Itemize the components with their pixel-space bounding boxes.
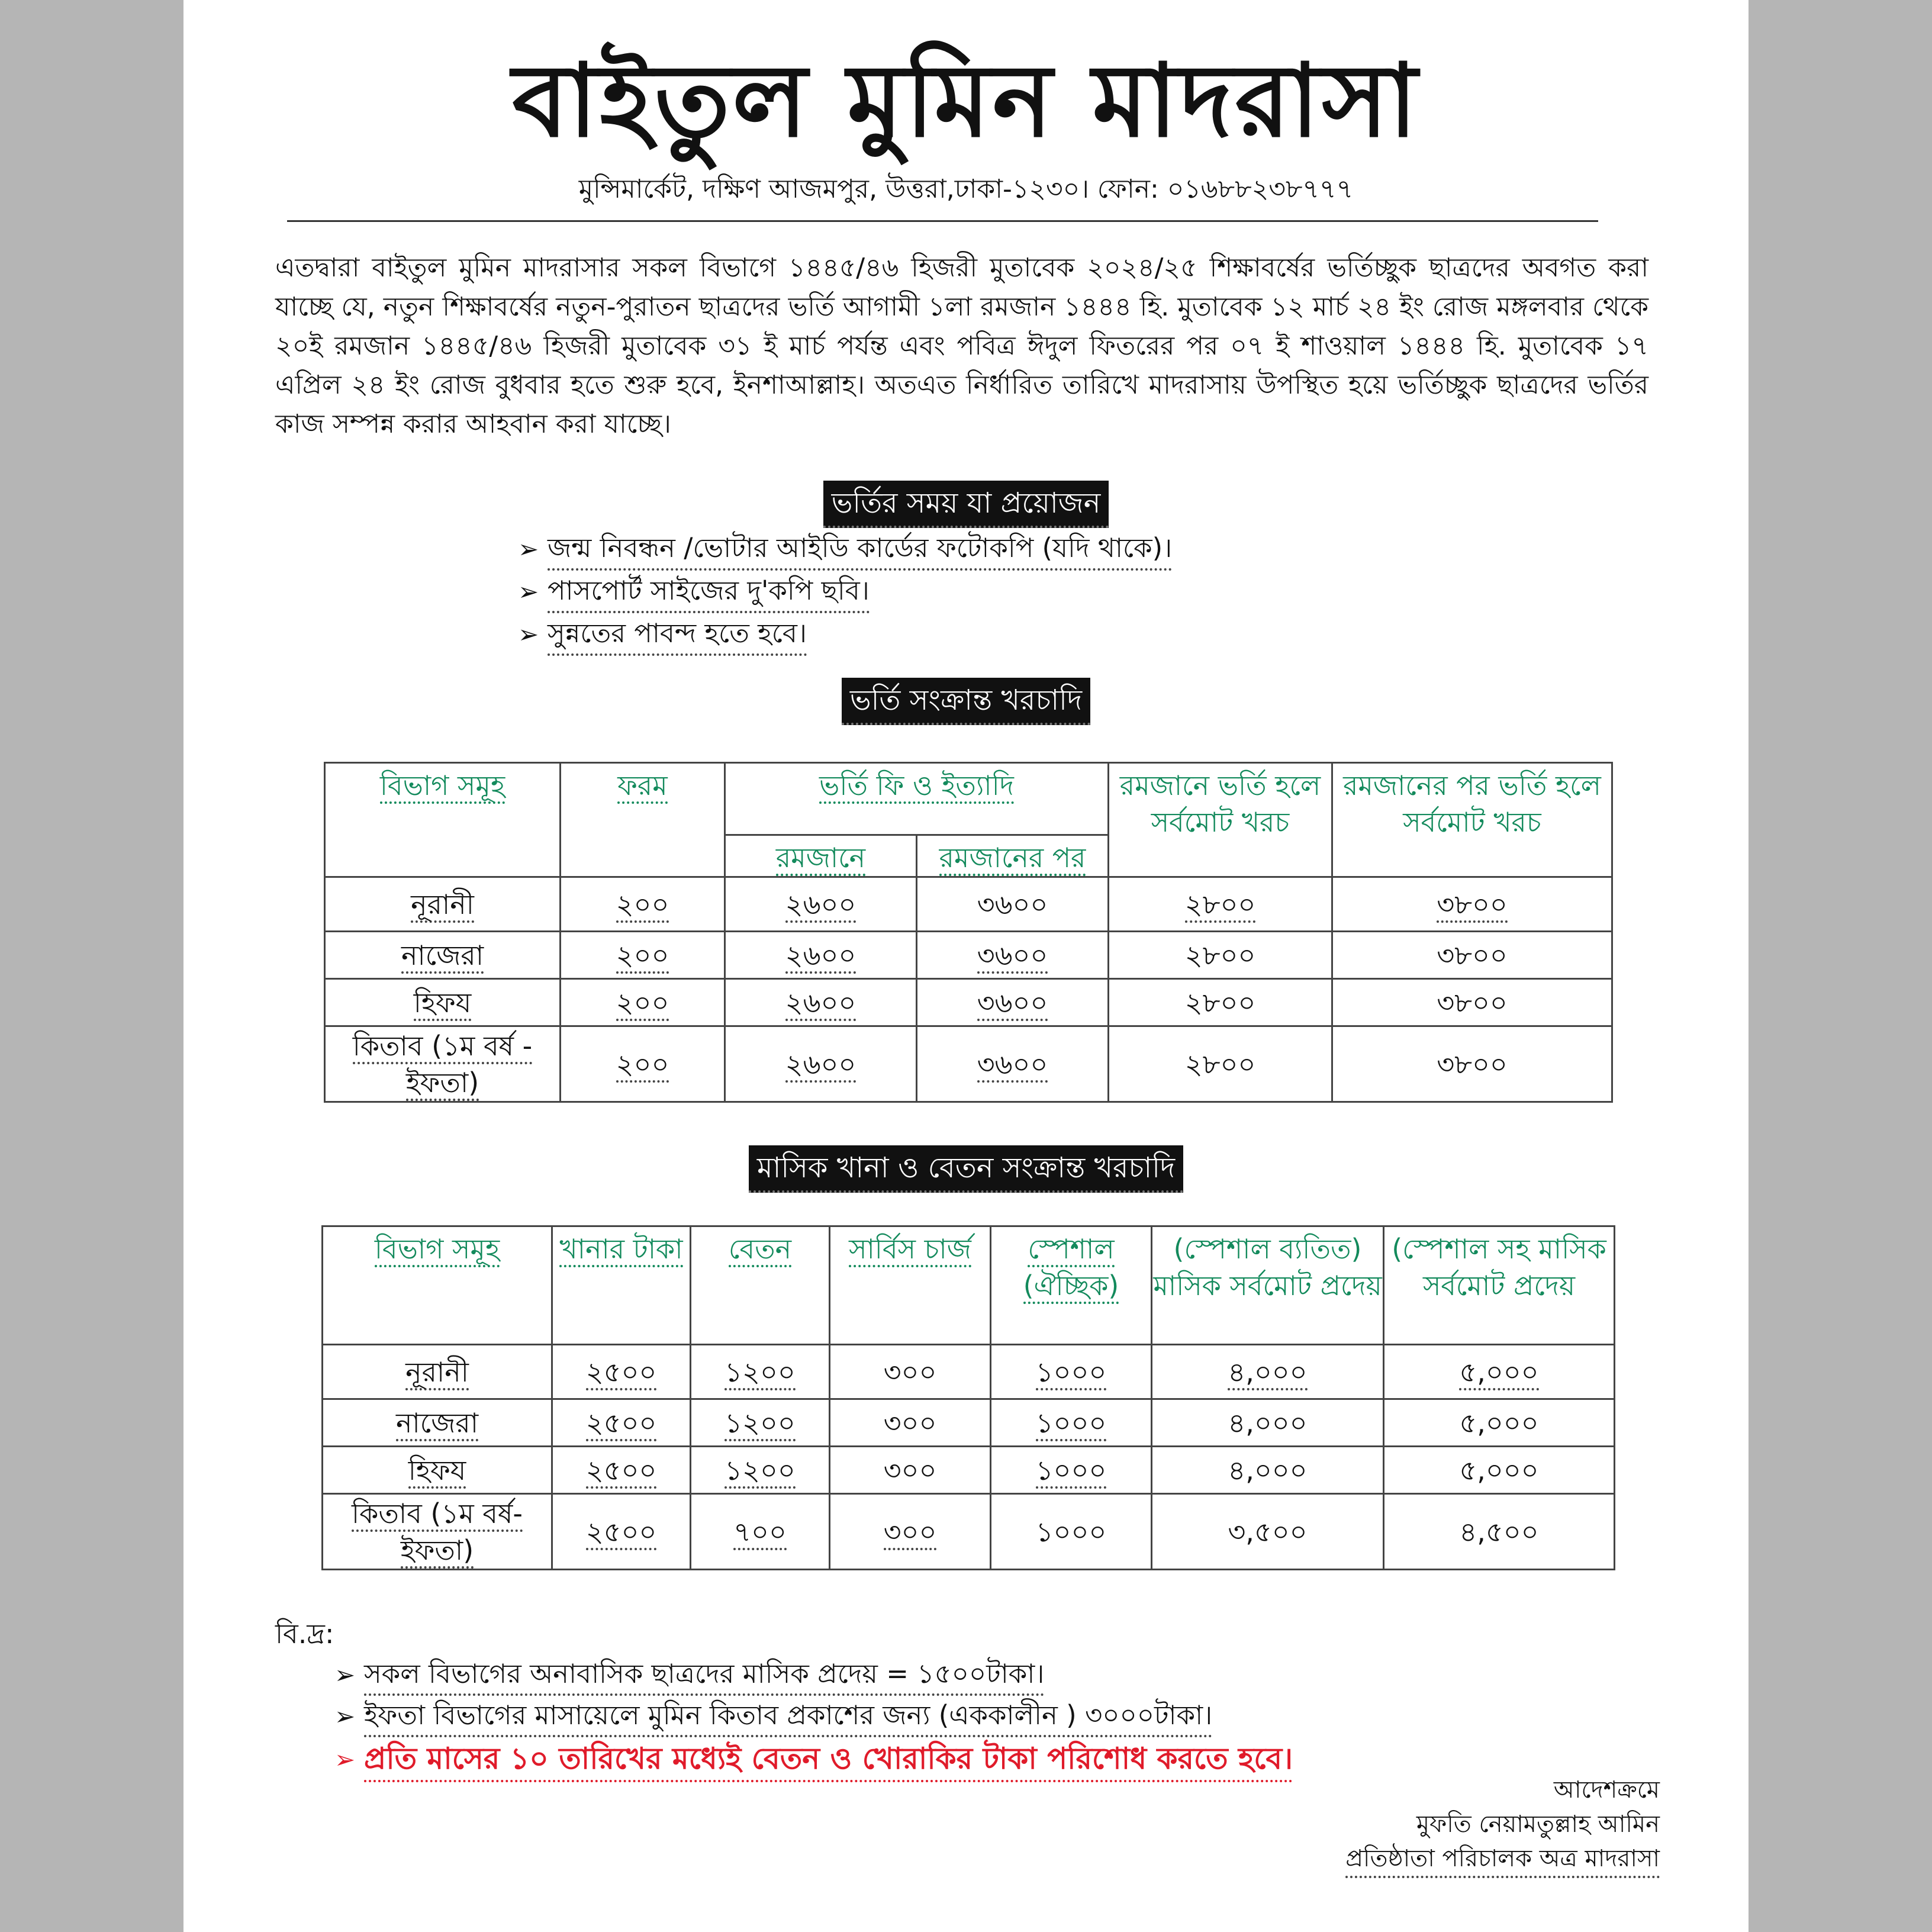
- table-row: [323, 1399, 1615, 1447]
- cell-form: ২০০: [561, 877, 725, 932]
- list-item: [334, 1737, 1293, 1782]
- arrow-bullet-icon: ➢: [334, 1702, 356, 1731]
- cell-total-with-special: ৫,০০০: [1384, 1345, 1615, 1399]
- table-row: [325, 932, 1612, 979]
- table-row: [323, 1494, 1615, 1570]
- cell-total-without-special: ৪,০০০: [1152, 1345, 1384, 1399]
- monthly-fee-table: [321, 1225, 1615, 1570]
- cell-total-ramadan: ২৮০০: [1109, 979, 1332, 1026]
- cell-fee-ramadan: ২৬০০: [725, 877, 917, 932]
- cell-food: ২৫০০: [552, 1447, 691, 1494]
- cell-special: ১০০০: [991, 1345, 1152, 1399]
- col-header-food: খানার টাকা: [552, 1226, 691, 1345]
- notes-list: [334, 1654, 1293, 1782]
- notice-paper: [183, 0, 1749, 1932]
- header-divider: [287, 220, 1598, 222]
- signature-title: প্রতিষ্ঠাতা পরিচালক অত্র মাদরাসা: [1345, 1841, 1660, 1878]
- list-item: [518, 528, 1172, 571]
- cell-fee-ramadan: ২৬০০: [725, 979, 917, 1026]
- cell-dept: নাজেরা: [323, 1399, 552, 1447]
- cell-service-charge: ৩০০: [830, 1494, 991, 1570]
- monthly-heading: মাসিক খানা ও বেতন সংক্রান্ত খরচাদি: [749, 1145, 1183, 1193]
- table-row: [323, 1447, 1615, 1494]
- arrow-bullet-icon: ➢: [518, 534, 539, 564]
- cell-special: ১০০০: [991, 1447, 1152, 1494]
- cell-special: ১০০০: [991, 1399, 1152, 1447]
- cell-total-ramadan: ২৮০০: [1109, 877, 1332, 932]
- note-text: ইফতা বিভাগের মাসায়েলে মুমিন কিতাব প্রকাশের জন্য (এককালীন ) ৩০০০টাকা।: [364, 1696, 1212, 1737]
- cell-total-with-special: ৫,০০০: [1384, 1447, 1615, 1494]
- cell-dept: নূরানী: [325, 877, 561, 932]
- cell-total-after: ৩৮০০: [1332, 979, 1612, 1026]
- cell-form: ২০০: [561, 932, 725, 979]
- cell-form: ২০০: [561, 979, 725, 1026]
- col-header-fee: ভর্তি ফি ও ইত্যাদি: [725, 763, 1109, 835]
- cell-total-after: ৩৮০০: [1332, 1026, 1612, 1102]
- table-row: [323, 1345, 1615, 1399]
- cell-food: ২৫০০: [552, 1494, 691, 1570]
- cell-food: ২৫০০: [552, 1399, 691, 1447]
- col-header-fee-after: রমজানের পর: [917, 835, 1109, 877]
- arrow-bullet-icon: ➢: [334, 1745, 356, 1774]
- cell-special: ১০০০: [991, 1494, 1152, 1570]
- requirement-text: পাসপোর্ট সাইজের দু'কপি ছবি।: [548, 571, 870, 613]
- table-header-row: [323, 1226, 1615, 1345]
- admission-fee-table: [324, 762, 1613, 1103]
- arrow-bullet-icon: ➢: [334, 1660, 356, 1689]
- list-item: [518, 613, 1172, 656]
- cell-total-ramadan: ২৮০০: [1109, 1026, 1332, 1102]
- requirements-list: [518, 528, 1172, 656]
- cell-total-after: ৩৮০০: [1332, 877, 1612, 932]
- col-header-service-charge: সার্বিস চার্জ: [830, 1226, 991, 1345]
- col-header-total-without-special: (স্পেশাল ব্যতিত) মাসিক সর্বমোট প্রদেয়: [1152, 1226, 1384, 1345]
- table-row: [325, 979, 1612, 1026]
- signature-order: আদেশক্রমে: [1553, 1776, 1660, 1804]
- col-header-salary: বেতন: [691, 1226, 830, 1345]
- list-item: [334, 1654, 1293, 1696]
- note-text: সকল বিভাগের অনাবাসিক ছাত্রদের মাসিক প্রদেয় = ১৫০০টাকা।: [364, 1654, 1044, 1696]
- col-header-fee-ramadan: রমজানে: [725, 835, 917, 877]
- cell-fee-after: ৩৬০০: [917, 979, 1109, 1026]
- cell-fee-after: ৩৬০০: [917, 877, 1109, 932]
- table-header-row: [325, 763, 1612, 835]
- signature-block: [1345, 1773, 1660, 1878]
- cell-dept: হিফয: [323, 1447, 552, 1494]
- cell-total-without-special: ৩,৫০০: [1152, 1494, 1384, 1570]
- cell-fee-ramadan: ২৬০০: [725, 1026, 917, 1102]
- cell-fee-ramadan: ২৬০০: [725, 932, 917, 979]
- table-row: [325, 1026, 1612, 1102]
- list-item: [518, 571, 1172, 613]
- cell-dept: কিতাব (১ম বর্ষ - ইফতা): [325, 1026, 561, 1102]
- cell-food: ২৫০০: [552, 1345, 691, 1399]
- cell-total-without-special: ৪,০০০: [1152, 1447, 1384, 1494]
- col-header-dept: বিভাগ সমূহ: [325, 763, 561, 877]
- cell-fee-after: ৩৬০০: [917, 1026, 1109, 1102]
- arrow-bullet-icon: ➢: [518, 577, 539, 606]
- cell-salary: ১২০০: [691, 1447, 830, 1494]
- cell-salary: ১২০০: [691, 1399, 830, 1447]
- cell-fee-after: ৩৬০০: [917, 932, 1109, 979]
- cell-service-charge: ৩০০: [830, 1399, 991, 1447]
- signature-name: মুফতি নেয়ামতুল্লাহ আমিন: [1416, 1811, 1660, 1838]
- col-header-special: স্পেশাল (ঐচ্ছিক): [991, 1226, 1152, 1345]
- cell-total-after: ৩৮০০: [1332, 932, 1612, 979]
- cell-service-charge: ৩০০: [830, 1345, 991, 1399]
- cell-total-with-special: ৪,৫০০: [1384, 1494, 1615, 1570]
- cell-service-charge: ৩০০: [830, 1447, 991, 1494]
- cell-dept: হিফয: [325, 979, 561, 1026]
- requirements-heading: ভর্তির সময় যা প্রয়োজন: [823, 481, 1109, 528]
- col-header-form: ফরম: [561, 763, 725, 877]
- cell-dept: কিতাব (১ম বর্ষ-ইফতা): [323, 1494, 552, 1570]
- col-header-total-after: রমজানের পর ভর্তি হলে সর্বমোট খরচ: [1332, 763, 1612, 877]
- address-line: মুন্সিমার্কেট, দক্ষিণ আজমপুর, উত্তরা,ঢাকা-১২৩০। ফোন: ০১৬৮৮২৩৮৭৭৭: [578, 174, 1354, 204]
- col-header-total-with-special: (স্পেশাল সহ মাসিক সর্বমোট প্রদেয়: [1384, 1226, 1615, 1345]
- cell-form: ২০০: [561, 1026, 725, 1102]
- requirements-heading-wrap: [183, 481, 1749, 528]
- table-row: [325, 877, 1612, 932]
- cell-total-without-special: ৪,০০০: [1152, 1399, 1384, 1447]
- cell-salary: ৭০০: [691, 1494, 830, 1570]
- col-header-total-ramadan: রমজানে ভর্তি হলে সর্বমোট খরচ: [1109, 763, 1332, 877]
- list-item: [334, 1696, 1293, 1737]
- cell-dept: নূরানী: [323, 1345, 552, 1399]
- requirement-text: সুন্নতের পাবন্দ হতে হবে।: [548, 613, 807, 656]
- requirement-text: জন্ম নিবন্ধন /ভোটার আইডি কার্ডের ফটোকপি (যদি থাকে)।: [548, 528, 1172, 571]
- monthly-heading-wrap: [183, 1145, 1749, 1193]
- cell-dept: নাজেরা: [325, 932, 561, 979]
- madrasa-title: বাইতুল মুমিন মাদরাসা: [512, 41, 1420, 160]
- admission-heading-wrap: [183, 678, 1749, 725]
- admission-heading: ভর্তি সংক্রান্ত খরচাদি: [842, 678, 1090, 725]
- note-text-important: প্রতি মাসের ১০ তারিখের মধ্যেই বেতন ও খোরাকির টাকা পরিশোধ করতে হবে।: [364, 1737, 1293, 1782]
- notes-label: বি.দ্র:: [275, 1618, 334, 1650]
- cell-total-with-special: ৫,০০০: [1384, 1399, 1615, 1447]
- intro-paragraph: এতদ্বারা বাইতুল মুমিন মাদরাসার সকল বিভাগে ১৪৪৫/৪৬ হিজরী মুতাবেক ২০২৪/২৫ শিক্ষাবর্ষের ভর্তিচ্ছুক ছাত্রদের অবগত করা যাচ্ছে যে, নতুন শিক্ষাবর্ষের নতুন-পুরাতন ছাত্রদের ভর্তি আগামী ১লা রমজান ১৪৪৪ হি. মুতাবেক ১২ মার্চ ২৪ ইং রোজ মঙ্গলবার থেকে ২০ই রমজান ১৪৪৫/৪৬ হিজরী মুতাবেক ৩১ ই মার্চ পর্যন্ত এবং পবিত্র ঈদুল ফিতরের পর ০৭ ই শাওয়াল ১৪৪৪ হি. মুতাবেক ১৭ এপ্রিল ২৪ ইং রোজ বুধবার হতে শুরু হবে, ইনশাআল্লাহ। অতএত নির্ধারিত তারিখে মাদরাসায় উপস্থিত হয়ে ভর্তিচ্ছুক ছাত্রদের ভর্তির কাজ সম্পন্ন করার আহবান করা যাচ্ছে।: [275, 253, 1648, 439]
- cell-salary: ১২০০: [691, 1345, 830, 1399]
- cell-total-ramadan: ২৮০০: [1109, 932, 1332, 979]
- arrow-bullet-icon: ➢: [518, 620, 539, 649]
- col-header-dept: বিভাগ সমূহ: [323, 1226, 552, 1345]
